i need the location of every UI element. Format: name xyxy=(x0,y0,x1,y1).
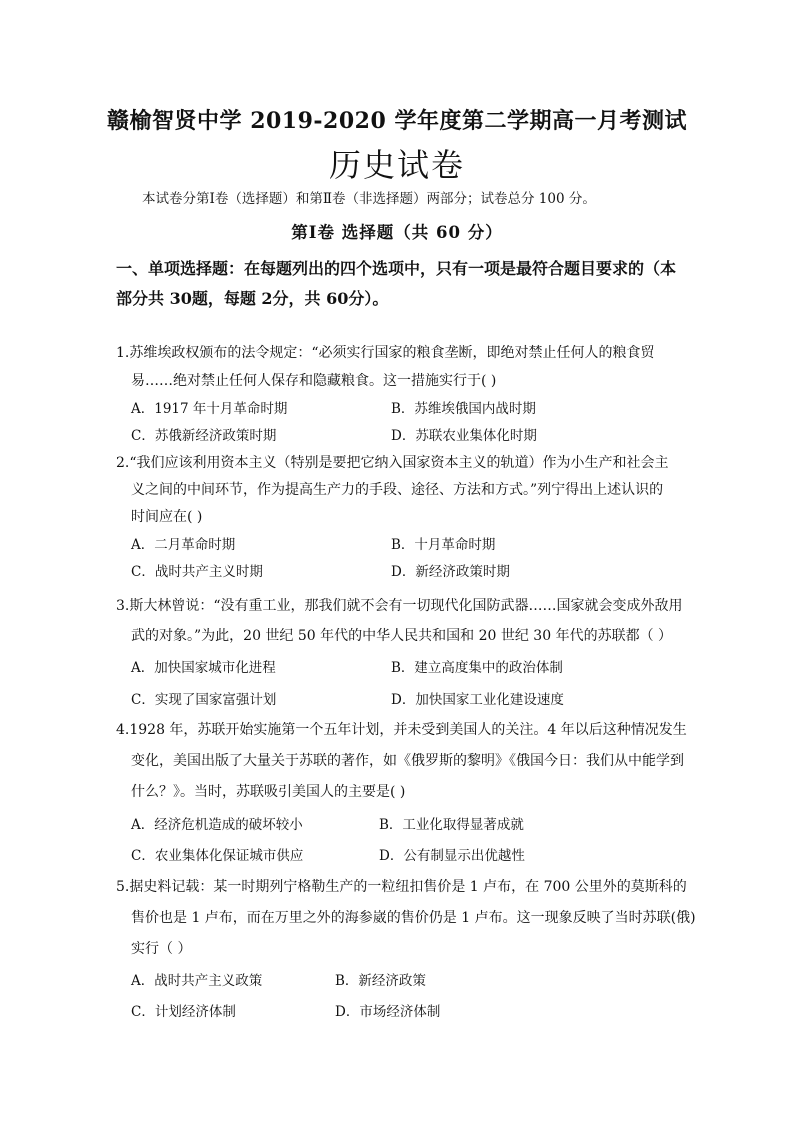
question-5-line-2: 售价也是 1 卢布，而在万里之外的海参崴的售价仍是 1 卢布。这一现象反映了当时苏联(俄) xyxy=(131,910,696,926)
question-3-line-2: 武的对象。”为此，20 世纪 50 年代的中华人民共和国和 20 世纪 30 年代的苏联都（ ） xyxy=(131,628,673,644)
question-1-option-a[interactable]: A．1917 年十月革命时期 xyxy=(131,401,288,417)
question-2-line-2: 义之间的中间环节，作为提高生产力的手段、途径、方法和方式。”列宁得出上述认识的 xyxy=(131,482,664,498)
question-4-line-2: 变化，美国出版了大量关于苏联的著作，如《俄罗斯的黎明》《俄国今日：我们从中能学到 xyxy=(131,753,684,769)
question-1-option-c[interactable]: C．苏俄新经济政策时期 xyxy=(131,428,277,444)
question-3-option-d[interactable]: D．加快国家工业化建设速度 xyxy=(391,692,564,708)
question-2-line-1: 2.“我们应该利用资本主义（特别是要把它纳入国家资本主义的轨道）作为小生产和社会主 xyxy=(116,455,669,471)
section-title: 第Ⅰ卷 选择题（共 60 分） xyxy=(291,223,503,242)
question-4-option-c[interactable]: C．农业集体化保证城市供应 xyxy=(131,848,304,864)
part-heading: 一、单项选择题：在每题列出的四个选项中，只有一项是最符合题目要求的（本部分共 30题，每题 2分，共 60分）。 xyxy=(116,259,677,308)
question-3-line-1: 3.斯大林曾说：“没有重工业，那我们就不会有一切现代化国防武器……国家就会变成外敌用 xyxy=(116,598,683,614)
question-5-line-3: 实行（ ） xyxy=(131,941,192,957)
question-2-option-c[interactable]: C．战时共产主义时期 xyxy=(131,564,263,580)
question-5-option-b[interactable]: B．新经济政策 xyxy=(335,973,426,989)
question-4-line-1: 4.1928 年，苏联开始实施第一个五年计划，并未受到美国人的关注。4 年以后这种情况发生 xyxy=(116,722,687,738)
question-2-option-a[interactable]: A．二月革命时期 xyxy=(131,537,236,553)
question-5-option-d[interactable]: D．市场经济体制 xyxy=(335,1004,441,1020)
question-5-option-c[interactable]: C．计划经济体制 xyxy=(131,1004,236,1020)
question-4-option-d[interactable]: D．公有制显示出优越性 xyxy=(379,848,525,864)
question-4-line-3: 什么？》。当时，苏联吸引美国人的主要是( ) xyxy=(131,784,406,800)
school-title: 赣榆智贤中学 2019-2020 学年度第二学期高一月考测试 xyxy=(107,108,687,134)
question-5-option-a[interactable]: A．战时共产主义政策 xyxy=(131,973,263,989)
question-1-line-2: 易……绝对禁止任何人保存和隐藏粮食。这一措施实行于( ) xyxy=(131,373,497,389)
question-3-option-b[interactable]: B．建立高度集中的政治体制 xyxy=(391,660,563,676)
question-2-option-b[interactable]: B．十月革命时期 xyxy=(391,537,496,553)
exam-intro: 本试卷分第Ⅰ卷（选择题）和第Ⅱ卷（非选择题）两部分；试卷总分 100 分。 xyxy=(142,191,596,207)
subject-title: 历史试卷 xyxy=(328,146,465,184)
question-1-option-d[interactable]: D．苏联农业集体化时期 xyxy=(391,428,537,444)
question-2-option-d[interactable]: D．新经济政策时期 xyxy=(391,564,510,580)
question-4-option-b[interactable]: B．工业化取得显著成就 xyxy=(379,817,524,833)
question-3-option-a[interactable]: A．加快国家城市化进程 xyxy=(131,660,276,676)
question-1-option-b[interactable]: B．苏维埃俄国内战时期 xyxy=(391,401,536,417)
question-5-line-1: 5.据史料记载：某一时期列宁格勒生产的一粒纽扣售价是 1 卢布，在 700 公里外的莫斯科的 xyxy=(116,879,687,895)
question-3-option-c[interactable]: C．实现了国家富强计划 xyxy=(131,692,277,708)
question-2-line-3: 时间应在( ) xyxy=(131,509,203,525)
question-4-option-a[interactable]: A．经济危机造成的破坏较小 xyxy=(131,817,303,833)
question-1-line-1: 1.苏维埃政权颁布的法令规定：“必须实行国家的粮食垄断，即绝对禁止任何人的粮食贸 xyxy=(116,345,655,361)
